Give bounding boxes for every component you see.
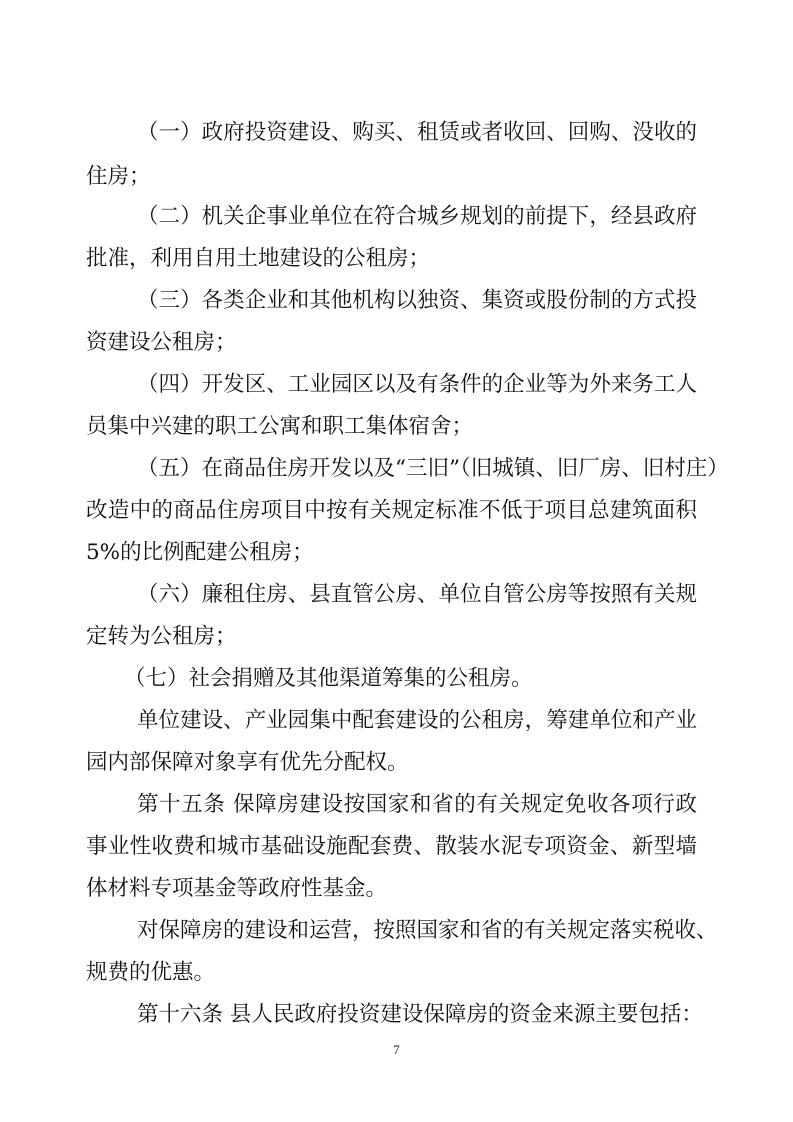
- text-line: 员集中兴建的职工公寓和职工集体宿舍；: [86, 414, 474, 439]
- text-line: （二）机关企事业单位在符合城乡规划的前提下，经县政府: [137, 204, 697, 229]
- text-line: 单位建设、产业园集中配套建设的公租房，筹建单位和产业: [137, 708, 697, 733]
- text-line: 资建设公租房；: [86, 330, 237, 355]
- text-line: 批准，利用自用土地建设的公租房；: [86, 246, 431, 271]
- text-line: 体材料专项基金等政府性基金。: [86, 876, 388, 901]
- text-line: 规费的优惠。: [86, 960, 216, 985]
- text-line: 改造中的商品住房项目中按有关规定标准不低于项目总建筑面积: [86, 498, 697, 523]
- text-line: （四）开发区、工业园区以及有条件的企业等为外来务工人: [137, 372, 697, 397]
- text-line: （六）廉租住房、县直管公房、单位自管公房等按照有关规: [137, 582, 697, 607]
- text-line: 园内部保障对象享有优先分配权。: [86, 750, 409, 775]
- text-line: （五）在商品住房开发以及“三旧”（旧城镇、旧厂房、旧村庄）: [137, 456, 729, 481]
- text-line: （三）各类企业和其他机构以独资、集资或股份制的方式投: [137, 288, 697, 313]
- text-line: 定转为公租房；: [86, 624, 237, 649]
- article-16-heading-line: 第十六条 县人民政府投资建设保障房的资金来源主要包括：: [137, 1002, 703, 1027]
- text-line: 事业性收费和城市基础设施配套费、散装水泥专项资金、新型墙: [86, 834, 697, 859]
- text-line: 住房；: [86, 164, 151, 189]
- text-line: 5%的比例配建公租房；: [86, 540, 314, 565]
- text-line: （七）社会捐赠及其他渠道筹集的公租房。: [124, 666, 533, 691]
- text-line: （一）政府投资建设、购买、租赁或者收回、回购、没收的: [137, 120, 697, 145]
- text-line: 对保障房的建设和运营，按照国家和省的有关规定落实税收、: [137, 918, 718, 943]
- page-number: 7: [393, 1042, 400, 1057]
- article-15-heading-line: 第十五条 保障房建设按国家和省的有关规定免收各项行政: [137, 792, 697, 817]
